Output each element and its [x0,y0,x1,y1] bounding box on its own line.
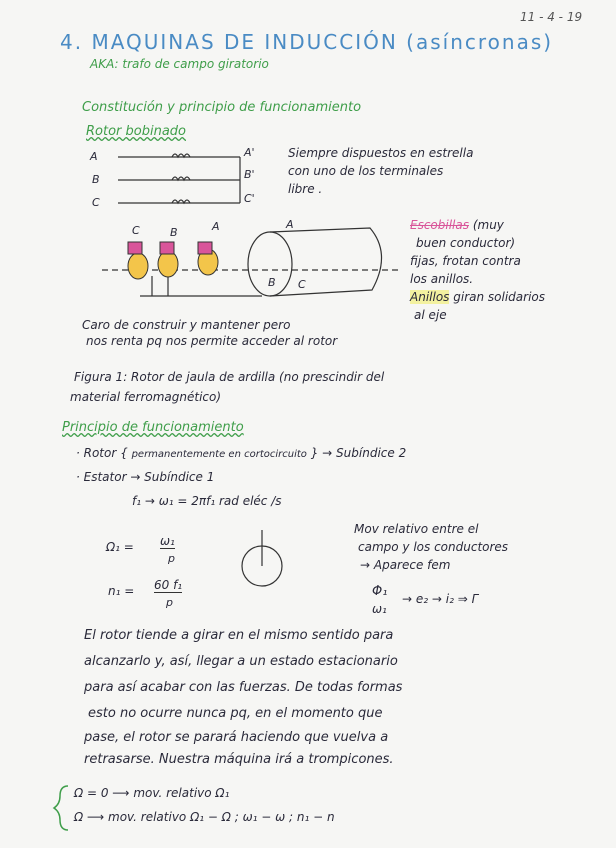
section-heading-principle: Principio de funcionamiento [62,420,244,435]
escobillas-line-3: fijas, frotan contra [410,254,521,268]
escobillas-line-2: buen conductor) [416,236,516,250]
terminal-c2: C' [244,192,255,205]
mov-note-1: Mov relativo entre el [354,522,479,536]
anillos-term: Anillos [410,290,450,304]
figure-caption-2: material ferromagnético) [70,390,222,404]
n-eq-den: p [166,596,173,609]
winding-note-2: con uno de los terminales [288,164,444,178]
phi-omega: ω₁ [372,602,387,616]
anillos-note: giran solidarios [453,290,546,304]
section-heading-constitution: Constitución y principio de funcionamiento [82,100,362,115]
paragraph-line-5: pase, el rotor se parará haciendo que vuelva a [84,730,389,745]
n-eq-lhs: n₁ = [108,584,135,598]
escobillas-line-4: los anillos. [410,272,474,286]
brush-label-a: A [212,220,220,233]
rotor-line: · Rotor { permanentemente en cortocircuito } → Subíndice 2 [76,446,407,460]
rotor-line-subindex: → Subíndice 2 [322,446,407,460]
omega-eq-num: ω₁ [160,534,175,548]
escobillas-line-1 [410,218,504,232]
phi-symbol: Φ₁ [372,584,388,599]
final-line-1: Ω = 0 ⟶ mov. relativo Ω₁ [74,786,230,800]
paragraph-line-6: retrasarse. Nuestra máquina irá a trompicones. [84,752,394,767]
terminal-b2: B' [244,168,255,181]
figure-caption-1: Figura 1: Rotor de jaula de ardilla (no prescindir del [74,370,385,384]
phi-chain: → e₂ → i₂ ⇒ Γ [402,592,479,606]
mov-note-3: → Aparece fem [360,558,451,572]
rotor-heading: Rotor bobinado [86,124,186,139]
f1-equation: f₁ → ω₁ = 2πf₁ rad eléc /s [132,494,282,508]
cost-note-2: nos renta pq nos permite acceder al rotor [86,334,338,348]
brush-label-c: C [132,224,140,237]
anillos-line-2: al eje [414,308,447,322]
escobillas-note: (muy [472,218,504,232]
cost-note-1: Caro de construir y mantener pero [82,318,291,332]
terminal-b: B [92,173,100,186]
rotor-line-label: · Rotor [76,446,117,460]
omega-eq-den: p [168,552,175,565]
estator-line: · Estator → Subíndice 1 [76,470,215,484]
terminal-a2: A' [244,146,255,159]
paragraph-line-2: alcanzarlo y, así, llegar a un estado estacionario [84,654,398,669]
terminal-c: C [92,196,100,209]
subtitle: AKA: trafo de campo giratorio [90,57,269,71]
winding-note-3: libre . [288,182,323,196]
final-line-2: Ω ⟶ mov. relativo Ω₁ − Ω ; ω₁ − ω ; n₁ − n [74,810,335,824]
ring-label-a: A [286,218,294,231]
escobillas-term: Escobillas [410,218,469,232]
winding-note-1: Siempre dispuestos en estrella [288,146,474,160]
anillos-line-1 [410,290,545,304]
ring-label-b: B [268,276,276,289]
page-title: 4. MAQUINAS DE INDUCCIÓN (asíncronas) [60,30,554,54]
paragraph-line-4: esto no ocurre nunca pq, en el momento que [88,706,383,721]
n-eq-num: 60 f₁ [154,578,183,592]
terminal-a: A [90,150,98,163]
paragraph-line-3: para así acabar con las fuerzas. De todas formas [84,680,403,695]
rotor-line-state: permanentemente en cortocircuito [131,449,307,460]
mov-note-2: campo y los conductores [358,540,509,554]
ring-label-c: C [298,278,306,291]
date: 11 - 4 - 19 [520,10,583,24]
paragraph-line-1: El rotor tiende a girar en el mismo sentido para [84,628,394,643]
omega-eq-lhs: Ω₁ = [106,540,134,554]
brush-label-b: B [170,226,178,239]
